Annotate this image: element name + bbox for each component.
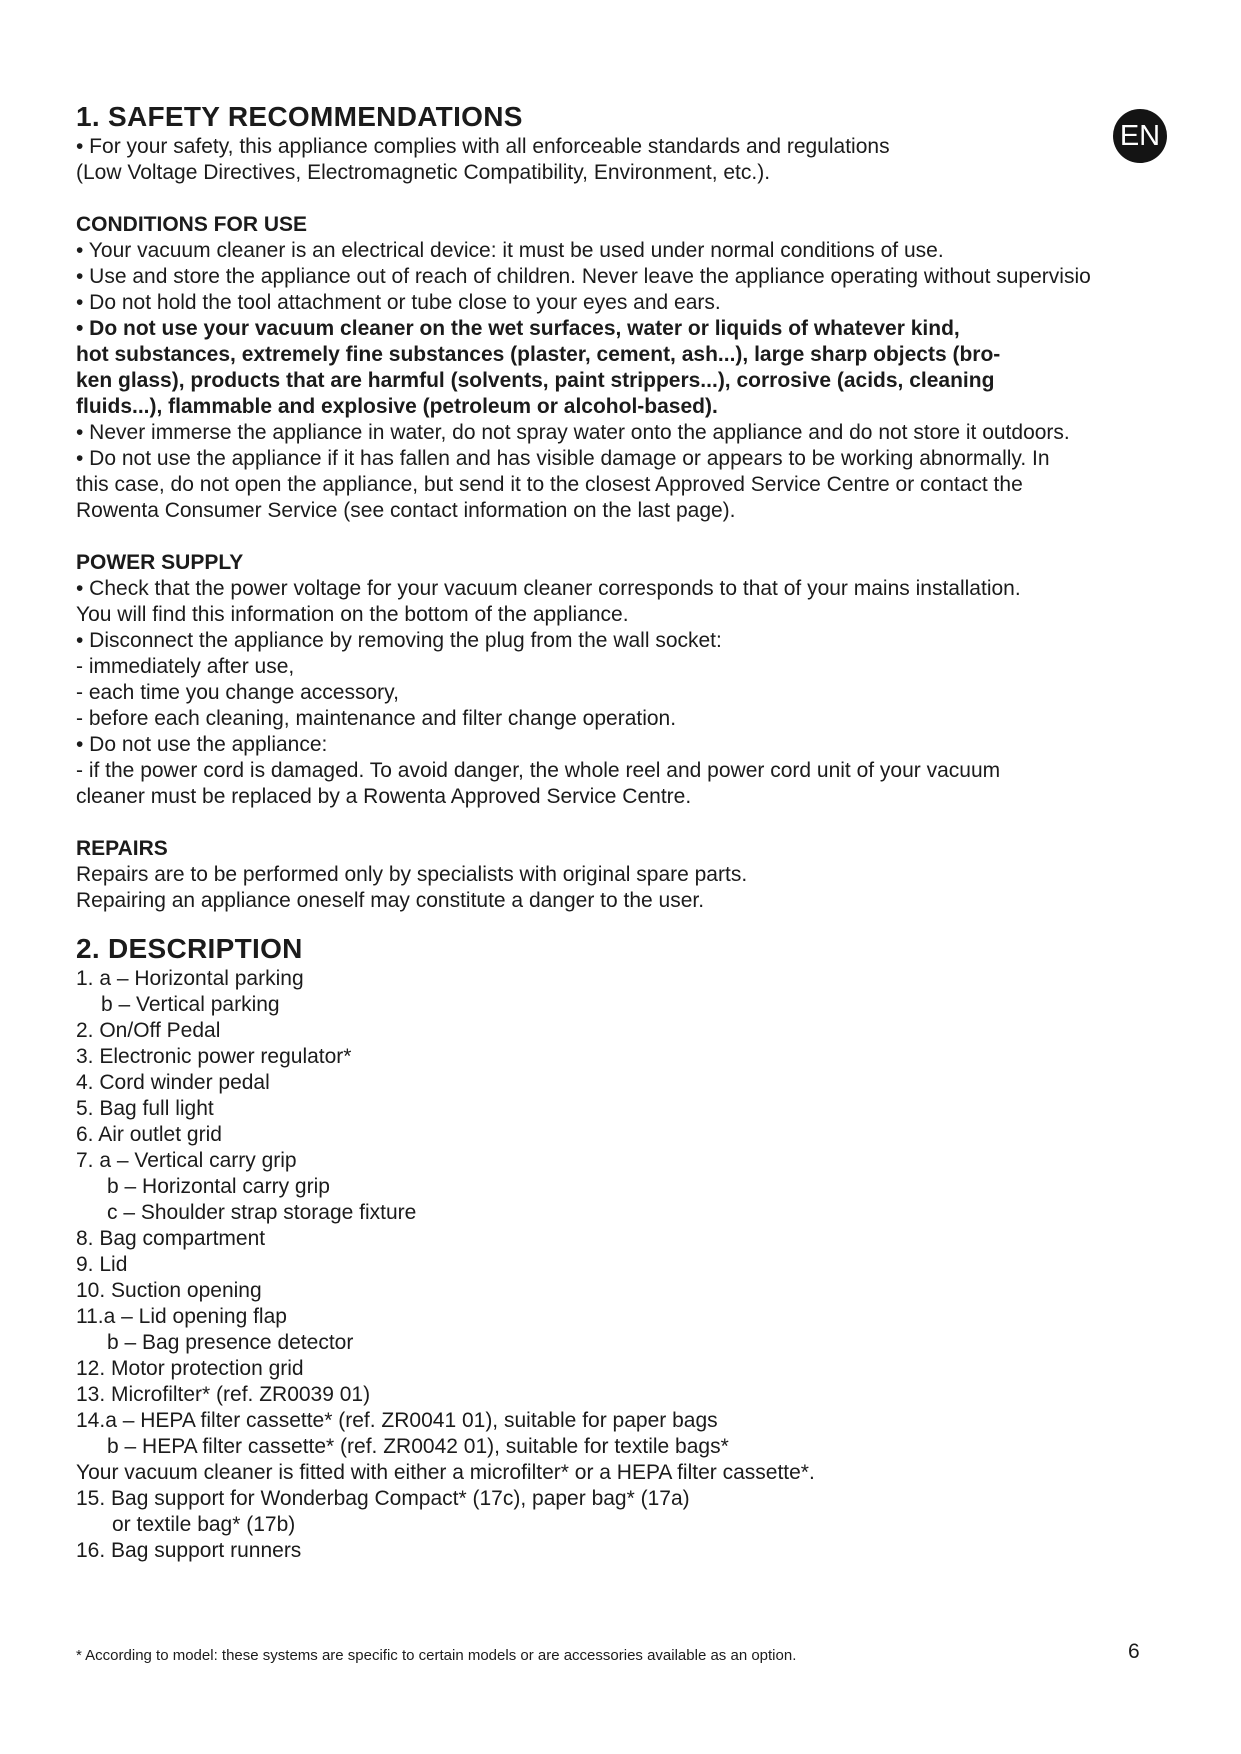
conditions-line: • Use and store the appliance out of reach of children. Never leave the appliance operating without supervisio [76,265,1091,288]
power-line: • Do not use the appliance: [76,733,328,756]
safety-intro-line: • For your safety, this appliance complies with all enforceable standards and regulations [76,135,890,158]
description-item: or textile bag* (17b) [112,1513,296,1536]
description-item: b – Bag presence detector [107,1331,354,1354]
conditions-line: • Never immerse the appliance in water, do not spray water onto the appliance and do not store it outdoors. [76,421,1070,444]
power-line: • Check that the power voltage for your vacuum cleaner corresponds to that of your mains installation. [76,577,1021,600]
power-line: cleaner must be replaced by a Rowenta Approved Service Centre. [76,785,692,808]
description-item: Your vacuum cleaner is fitted with either a microfilter* or a HEPA filter cassette*. [76,1461,815,1484]
description-item: 4. Cord winder pedal [76,1071,270,1094]
description-item: 11.a – Lid opening flap [76,1305,287,1328]
power-line: You will find this information on the bottom of the appliance. [76,603,629,626]
conditions-line: • Do not use the appliance if it has fallen and has visible damage or appears to be working abnormally. In [76,447,1050,470]
description-item: 15. Bag support for Wonderbag Compact* (17c), paper bag* (17a) [76,1487,690,1510]
description-item: 3. Electronic power regulator* [76,1045,352,1068]
description-item: 14.a – HEPA filter cassette* (ref. ZR0041 01), suitable for paper bags [76,1409,718,1432]
description-item: b – HEPA filter cassette* (ref. ZR0042 01), suitable for textile bags* [107,1435,729,1458]
description-item: 10. Suction opening [76,1279,262,1302]
power-line: - if the power cord is damaged. To avoid danger, the whole reel and power cord unit of your vacuum [76,759,1001,782]
repairs-line: Repairs are to be performed only by specialists with original spare parts. [76,863,748,886]
description-item: 13. Microfilter* (ref. ZR0039 01) [76,1383,371,1406]
repairs-line: Repairing an appliance oneself may constitute a danger to the user. [76,889,705,912]
description-item: b – Vertical parking [101,993,280,1016]
description-item: 12. Motor protection grid [76,1357,304,1380]
description-item: 8. Bag compartment [76,1227,266,1250]
repairs-heading: REPAIRS [76,837,168,860]
description-item: c – Shoulder strap storage fixture [107,1201,417,1224]
conditions-line: this case, do not open the appliance, but send it to the closest Approved Service Centre or contact the [76,473,1023,496]
power-heading: POWER SUPPLY [76,551,244,574]
description-item: 6. Air outlet grid [76,1123,222,1146]
description-item: 5. Bag full light [76,1097,214,1120]
conditions-line: • Do not hold the tool attachment or tube close to your eyes and ears. [76,291,721,314]
conditions-heading: CONDITIONS FOR USE [76,213,308,236]
conditions-line: • Your vacuum cleaner is an electrical device: it must be used under normal conditions of use. [76,239,944,262]
power-line: - each time you change accessory, [76,681,399,704]
description-item: 2. On/Off Pedal [76,1019,221,1042]
footnote: * According to model: these systems are specific to certain models or are accessories available as an option. [76,1647,797,1664]
conditions-line: Rowenta Consumer Service (see contact information on the last page). [76,499,736,522]
power-line: • Disconnect the appliance by removing the plug from the wall socket: [76,629,722,652]
safety-intro-line: (Low Voltage Directives, Electromagnetic Compatibility, Environment, etc.). [76,161,771,184]
description-item: 9. Lid [76,1253,128,1276]
page-number: 6 [1128,1640,1140,1663]
conditions-warning-line: • Do not use your vacuum cleaner on the wet surfaces, water or liquids of whatever kind, [76,317,960,340]
description-item: b – Horizontal carry grip [107,1175,330,1198]
conditions-warning-line: fluids...), flammable and explosive (petroleum or alcohol-based). [76,395,718,418]
document-body [76,100,1211,1564]
power-line: - before each cleaning, maintenance and filter change operation. [76,707,677,730]
safety-heading: 1. SAFETY RECOMMENDATIONS [76,101,523,132]
power-line: - immediately after use, [76,655,295,678]
description-item: 1. a – Horizontal parking [76,967,304,990]
language-badge: EN [1113,109,1167,163]
description-item: 16. Bag support runners [76,1539,302,1562]
description-item: 7. a – Vertical carry grip [76,1149,297,1172]
conditions-warning-line: hot substances, extremely fine substances (plaster, cement, ash...), large sharp objects (bro- [76,343,1001,366]
conditions-warning-line: ken glass), products that are harmful (solvents, paint strippers...), corrosive (acids, cleaning [76,369,995,392]
description-heading: 2. DESCRIPTION [76,933,303,964]
